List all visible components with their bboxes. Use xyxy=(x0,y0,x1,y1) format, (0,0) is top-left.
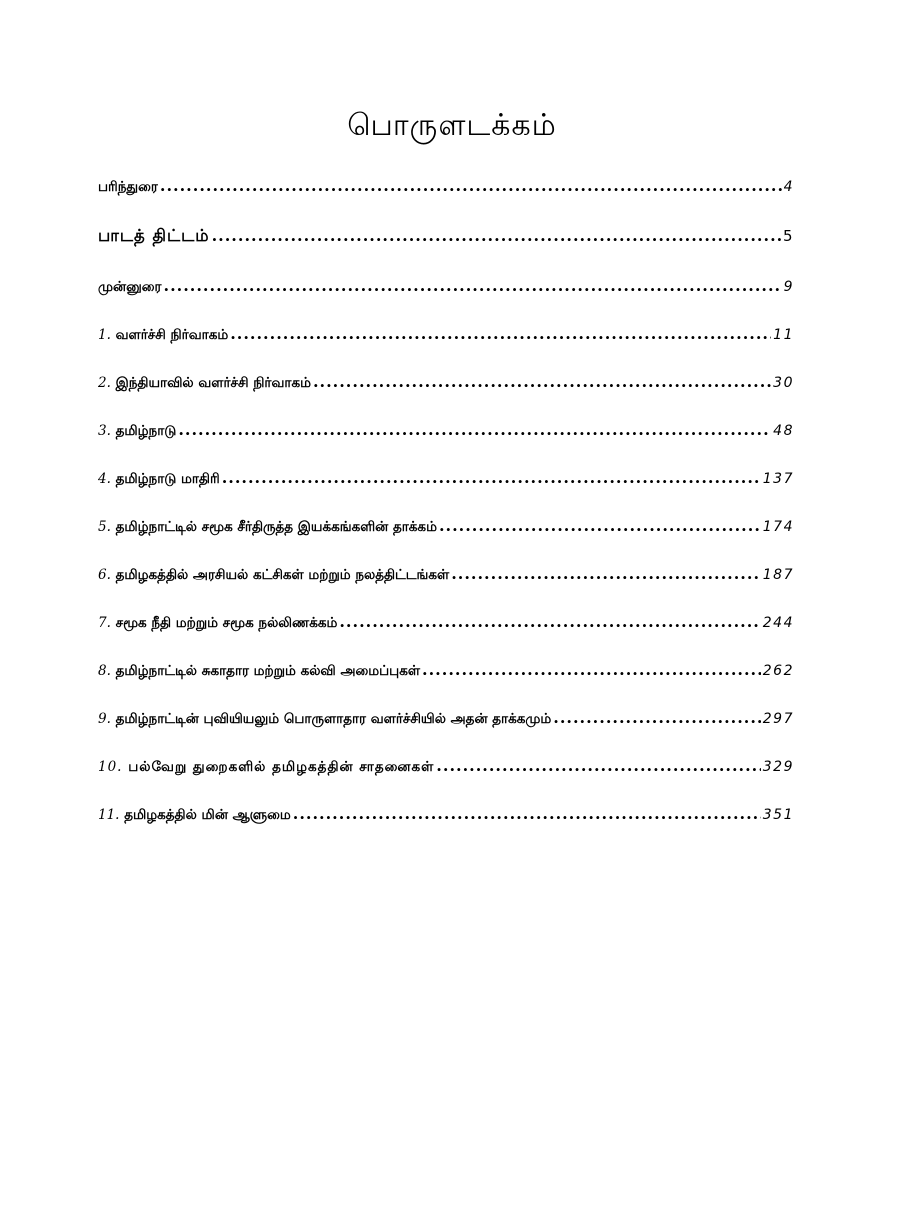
dot-leader xyxy=(160,176,782,195)
dot-leader xyxy=(293,804,761,823)
dot-leader xyxy=(436,756,760,775)
toc-entry-chapter-10 xyxy=(98,756,794,786)
dot-leader xyxy=(178,420,771,439)
toc-entry-page-number: 187 xyxy=(762,567,794,583)
toc-entry-label: 4. தமிழ்நாடு மாதிரி xyxy=(98,471,220,487)
dot-leader xyxy=(422,660,761,679)
toc-entry-chapter-11 xyxy=(98,804,794,834)
dot-leader xyxy=(451,564,761,583)
toc-entry-chapter-7 xyxy=(98,612,794,642)
toc-entry-recommendation xyxy=(98,176,794,206)
dot-leader xyxy=(164,276,782,295)
dot-leader xyxy=(222,468,761,487)
toc-entry-label: பரிந்துரை xyxy=(98,179,158,195)
toc-entry-page-number: 30 xyxy=(773,375,794,391)
toc-entry-chapter-5 xyxy=(98,516,794,546)
toc-entry-label: 8. தமிழ்நாட்டில் சுகாதார மற்றும் கல்வி அமைப்புகள் xyxy=(98,663,421,679)
toc-entry-page-number: 329 xyxy=(762,759,794,775)
toc-entry-label: 11. தமிழகத்தில் மின் ஆளுமை xyxy=(98,807,291,823)
toc-entry-chapter-3 xyxy=(98,420,794,450)
toc-entry-page-number: 9 xyxy=(783,279,794,295)
toc-entry-chapter-9 xyxy=(98,708,794,738)
toc-entry-page-number: 351 xyxy=(762,807,794,823)
toc-entry-page-number: 174 xyxy=(762,519,794,535)
toc-entry-page-number: 262 xyxy=(762,663,794,679)
toc-entry-chapter-1 xyxy=(98,324,794,354)
dot-leader xyxy=(313,372,771,391)
toc-entry-label: முன்னுரை xyxy=(98,279,162,295)
toc-entry-chapter-6 xyxy=(98,564,794,594)
dot-leader xyxy=(553,708,761,727)
toc-entry-label: 10. பல்வேறு துறைகளில் தமிழகத்தின் சாதனைகள் xyxy=(98,759,435,775)
toc-entry-page-number: 48 xyxy=(773,423,794,439)
toc-entry-label: 3. தமிழ்நாடு xyxy=(98,423,177,439)
toc-entry-label: 1. வளர்ச்சி நிர்வாகம் xyxy=(98,327,229,343)
toc-entry-page-number: 11 xyxy=(773,327,794,343)
toc-entry-label: 7. சமூக நீதி மற்றும் சமூக நல்லிணக்கம் xyxy=(98,615,338,631)
toc-entry-preface xyxy=(98,276,794,306)
dot-leader xyxy=(212,226,781,245)
toc-entry-label: 6. தமிழகத்தில் அரசியல் கட்சிகள் மற்றும் நலத்திட்டங்கள் xyxy=(98,567,450,583)
toc-entry-chapter-8 xyxy=(98,660,794,690)
toc-entry-page-number: 5 xyxy=(782,227,794,245)
toc-entry-label: 2. இந்தியாவில் வளர்ச்சி நிர்வாகம் xyxy=(98,375,311,391)
toc-entry-page-number: 4 xyxy=(783,179,794,195)
toc-entry-label: 9. தமிழ்நாட்டின் புவியியலும் பொருளாதார வளர்ச்சியில் அதன் தாக்கமும் xyxy=(98,711,552,727)
toc-entry-chapter-2 xyxy=(98,372,794,402)
dot-leader xyxy=(339,612,760,631)
page-title: பொருளடக்கம் xyxy=(347,108,557,143)
dot-leader xyxy=(230,324,771,343)
toc-entry-chapter-4 xyxy=(98,468,794,498)
toc-entry-page-number: 297 xyxy=(762,711,794,727)
toc-entry-syllabus xyxy=(98,226,794,256)
toc-entry-label: பாடத் திட்டம் xyxy=(98,226,210,245)
toc-entry-page-number: 244 xyxy=(762,615,794,631)
toc-entry-page-number: 137 xyxy=(762,471,794,487)
dot-leader xyxy=(439,516,761,535)
toc-entry-label: 5. தமிழ்நாட்டில் சமூக சீர்திருத்த இயக்கங்களின் தாக்கம் xyxy=(98,519,437,535)
